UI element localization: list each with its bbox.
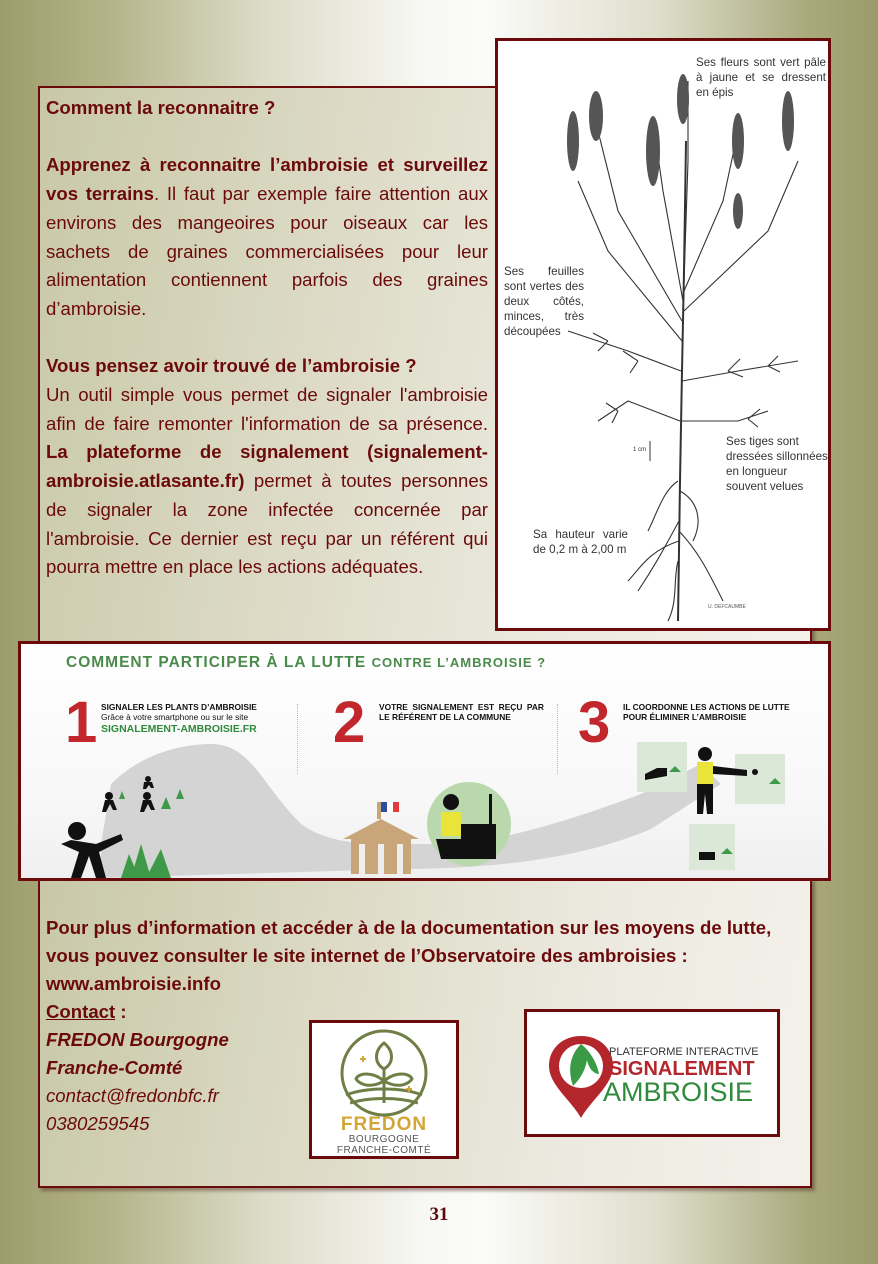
infographic-title-end: CONTRE L’AMBROISIE ?	[371, 655, 547, 670]
signal-logo-line2: SIGNALEMENT	[609, 1058, 755, 1080]
paragraph-bold-lead: Apprenez à reconnaitre l’ambroisie et surveillez vos terrains	[46, 154, 488, 205]
participation-infographic	[18, 641, 831, 881]
signal-logo-line3: AMBROISIE	[603, 1077, 754, 1107]
town-hall-icon	[343, 802, 419, 874]
fredon-logo-region1: BOURGOGNE	[348, 1134, 420, 1145]
paragraph-report	[46, 381, 488, 582]
referent-desk-icon	[427, 782, 511, 866]
website-link[interactable]: www.ambroisie.info	[46, 973, 221, 994]
scale-label: 1 cm	[633, 447, 647, 453]
page-number: 31	[429, 1204, 449, 1225]
contact-colon: :	[115, 1001, 127, 1022]
section-heading-found: Vous pensez avoir trouvé de l’ambroisie ?	[46, 355, 417, 377]
fredon-leaf-icon	[312, 1023, 456, 1119]
caption-flowers: Ses fleurs sont vert pâle à jaune et se dressent en épis	[696, 56, 826, 99]
signal-logo-line1: PLATEFORME INTERACTIVE	[609, 1046, 759, 1058]
fredon-logo	[309, 1020, 459, 1159]
illustrator-signature: U. DEFCAUMBE	[708, 604, 746, 610]
fredon-logo-name: FREDON	[340, 1114, 428, 1135]
step-3-title: IL COORDONNE LES ACTIONS DE LUTTE POUR ÉLIMINER L’AMBROISIE	[623, 702, 790, 722]
fredon-logo-region2: FRANCHE-COMTÉ	[336, 1145, 432, 1156]
section-heading: Comment la reconnaitre ?	[46, 97, 276, 118]
contact-email[interactable]: contact@fredonbfc.fr	[46, 1085, 219, 1106]
platform-link[interactable]: La plateforme de signalement (signalement-ambroisie.atlasante.fr)	[46, 441, 488, 492]
info-paragraph	[46, 914, 806, 998]
step-1-subtitle: Grâce à votre smartphone ou sur le site	[101, 712, 249, 722]
step-2-title: VOTRE SIGNALEMENT EST REÇU PAR LE RÉFÉRENT DE LA COMMUNE	[379, 702, 544, 722]
recognition-section	[46, 94, 488, 582]
paragraph-body: Un outil simple vous permet de signaler l'ambroisie afin de faire remonter l'information de sa présence.	[46, 384, 488, 434]
contact-block	[46, 998, 229, 1138]
paragraph-recognize	[46, 151, 488, 323]
step-3-number: 3	[578, 690, 611, 755]
step-1-link[interactable]: SIGNALEMENT-AMBROISIE.FR	[101, 723, 257, 735]
contact-label: Contact	[46, 1001, 116, 1022]
step-1-title: SIGNALER LES PLANTS D’AMBROISIE	[101, 702, 257, 712]
caption-leaves: Ses feuilles sont vertes des deux côtés, minces, très découpées	[504, 265, 584, 338]
paragraph-body: permet à toutes personnes de signaler la zone infectée concernée par l'ambroisie. Ce dernier est reçu par un référent qui pourra mettre en place les actions adéquates.	[46, 470, 488, 578]
process-illustration	[21, 644, 828, 878]
info-text: Pour plus d’information et accéder à de la documentation sur les moyens de lutte, vous pouvez consulter le site internet de l’Observatoire des ambroisies :	[46, 917, 772, 966]
paragraph-body: . Il faut par exemple faire attention aux environs des mangeoires pour oiseaux car les sachets de graines commercialisées pour leur alimentation contiennent parfois des graines d’ambroisie.	[46, 183, 489, 319]
step-2-number: 2	[333, 690, 366, 755]
infographic-title-main: COMMENT PARTICIPER À LA LUTTE	[66, 654, 367, 671]
org-name-line2: Franche-Comté	[46, 1057, 183, 1078]
caption-height: Sa hauteur varie de 0,2 m à 2,00 m	[533, 528, 628, 556]
org-name-line1: FREDON Bourgogne	[46, 1029, 229, 1050]
ragweed-illustration	[495, 38, 831, 631]
step-1-number: 1	[65, 690, 98, 755]
signalement-ambroisie-logo	[524, 1009, 780, 1137]
caption-stems: Ses tiges sont dressées sillonnées en longueur souvent velues	[726, 435, 828, 493]
contact-phone[interactable]: 0380259545	[46, 1113, 150, 1134]
